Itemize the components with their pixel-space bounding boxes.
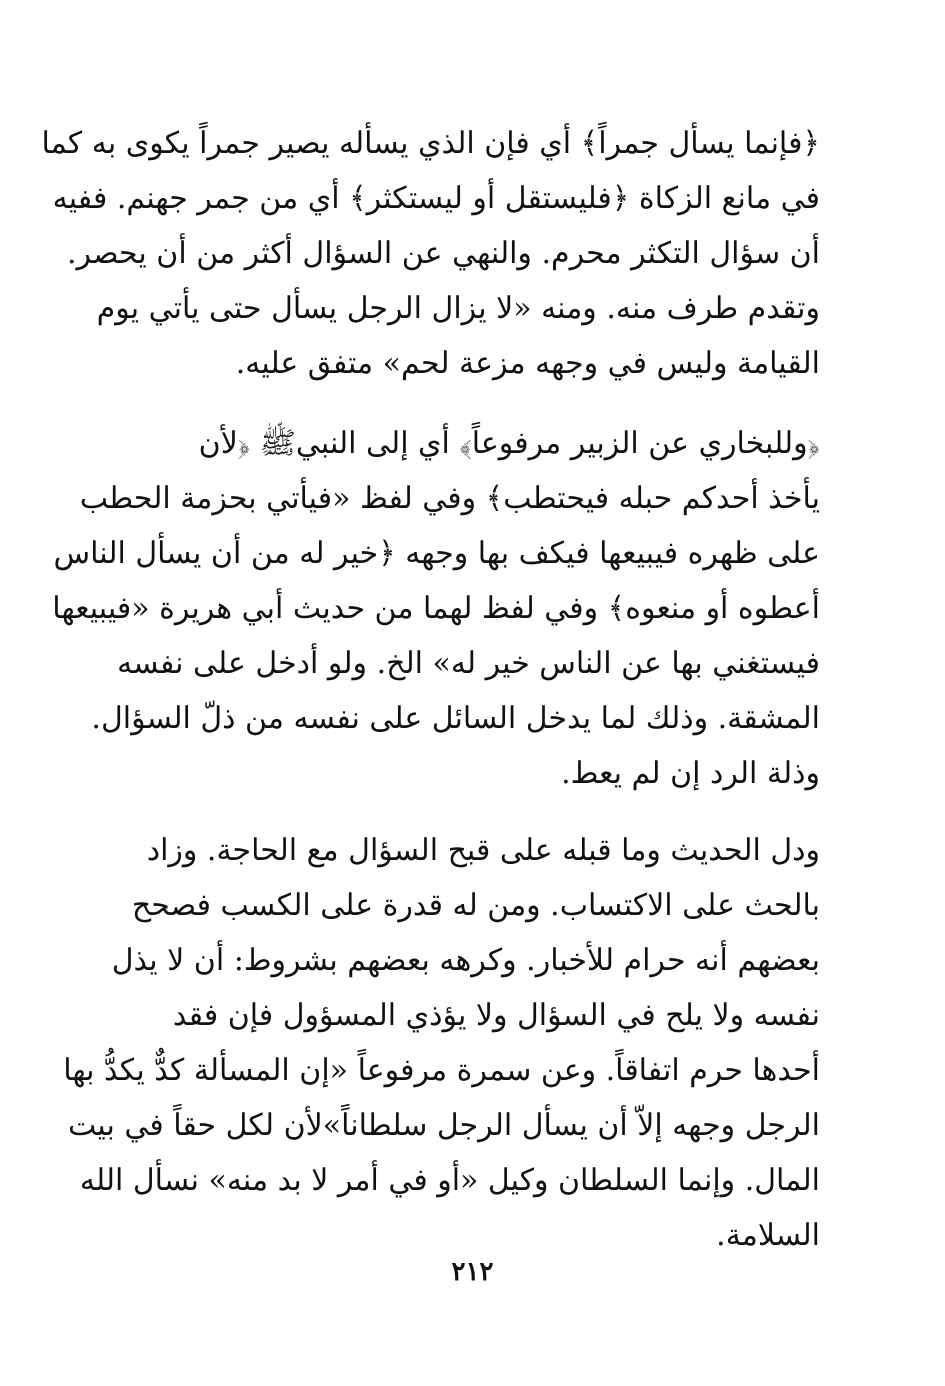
paragraph-line: وذلة الرد إن لم يعط. (561, 756, 820, 791)
paragraph-line: أحدها حرم اتفاقاً. وعن سمرة مرفوعاً «إن المسألة كدٌّ يكدُّ بها (63, 1053, 820, 1088)
paragraph-line: يأخذ أحدكم حبله فيحتطب﴾ وفي لفظ «فيأتي بحزمة الحطب (79, 481, 820, 516)
page-number: ٢١٢ (451, 1257, 494, 1287)
paragraph-line: المال. وإنما السلطان وكيل «أو في أمر لا بد منه» نسأل الله (79, 1163, 820, 1198)
paragraph-line: في مانع الزكاة ﴿فليستقل أو ليستكثر﴾ أي من جمر جهنم. ففيه (52, 181, 820, 216)
paragraph-line: وتقدم طرف منه. ومنه «لا يزال الرجل يسأل حتى يأتي يوم (96, 291, 820, 326)
paragraph-line: الرجل وجهه إلاّ أن يسأل الرجل سلطاناً»لأن لكل حقاً في بيت (67, 1108, 820, 1143)
paragraph-1 (41, 116, 820, 391)
paragraph-line: ﴿وللبخاري عن الزبير مرفوعاً﴾ أي إلى النبيﷺ ﴿لأن (198, 426, 820, 461)
paragraph-line: المشقة. وذلك لما يدخل السائل على نفسه من ذلّ السؤال. (91, 701, 820, 736)
paragraph-3 (63, 823, 820, 1263)
paragraph-line: فيستغني بها عن الناس خير له» الخ. ولو أدخل على نفسه (117, 646, 820, 681)
paragraph-line: على ظهره فيبيعها فيكف بها وجهه ﴿خير له من أن يسأل الناس (53, 536, 820, 571)
paragraph-line: ﴿فإنما يسأل جمراً﴾ أي فإن الذي يسأله يصير جمراً يكوى به كما (41, 126, 820, 161)
paragraph-2 (52, 416, 820, 801)
paragraph-line: أن سؤال التكثر محرم. والنهي عن السؤال أكثر من أن يحصر. (66, 236, 820, 271)
paragraph-line: أعطوه أو منعوه﴾ وفي لفظ لهما من حديث أبي هريرة «فيبيعها (52, 591, 820, 626)
paragraph-line: نفسه ولا يلح في السؤال ولا يؤذي المسؤول فإن فقد (172, 998, 820, 1033)
paragraph-line: بعضهم أنه حرام للأخبار. وكرهه بعضهم بشروط: أن لا يذل (111, 943, 820, 978)
paragraph-line: بالحث على الاكتساب. ومن له قدرة على الكسب فصحح (131, 888, 820, 923)
paragraph-line: القيامة وليس في وجهه مزعة لحم» متفق عليه. (235, 346, 820, 381)
paragraph-line: السلامة. (716, 1218, 820, 1253)
paragraph-line: ودل الحديث وما قبله على قبح السؤال مع الحاجة. وزاد (146, 833, 820, 868)
